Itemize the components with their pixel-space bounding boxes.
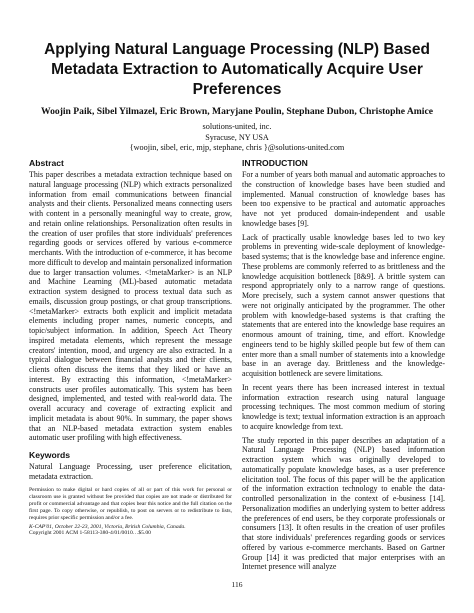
right-column xyxy=(242,158,445,576)
keywords-heading: Keywords xyxy=(29,450,71,460)
copyright-line: Copyright 2001 ACM 1-58113-380-4/01/0010…$5.00 xyxy=(29,530,151,537)
abstract-paragraph: This paper describes a metadata extraction technique based on natural language processing (NLP) which extracts personalized information from email communications between financial analysts and their clients. Personalized means connecting users with content in a personally meaningful way to create, grow, and retain online relationships. Personalization often results in the creation of user profiles that store individuals' preferences regarding goods or services offered by various e-commerce merchants. With the introduction of e-commerce, it has become more difficult to develop and maintain personalized information due to larger transaction volumes. <!metaMarker> is an NLP and Machine Learning (ML)-based automatic metadata extraction system designed to process textual data such as emails, discussion group postings, or chat group transcriptions. <!metaMarker> extracts both explicit and implicit metadata elements including proper names, numeric concepts, and topic/subject information. In addition, Speech Act Theory inspired metadata elements, which represent the message creators' intention, mood, and urgency are also extracted. In a typical dialogue between financial analysts and their clients, clients often discuss the items that they liked or have an interest. By extracting this information, <!metaMarker> constructs user profiles automatically. This system has been designed, implemented, and tested with real-world data. The overall accuracy and coverage of extracting explicit and implicit metadata is about 90%. In summary, the paper shows that an NLP-based metadata extraction system enables automatic user profiling with high effectiveness. xyxy=(29,170,232,443)
intro-paragraph: For a number of years both manual and automatic approaches to the construction of knowledge bases have been studied and implemented. Manual construction of knowledge bases has been too expensive to be practical and automatic approaches have not yet produced domain-independent and usable knowledge bases [9]. xyxy=(242,170,445,228)
affiliation-emails: {woojin, sibel, eric, mjp, stephane, chris }@solutions-united.com xyxy=(129,143,345,152)
intro-paragraph: In recent years there has been increased interest in textual information extraction research using natural language processing techniques. The most common medium of storing knowledge is text; textual information extraction is an approach to acquire knowledge from text. xyxy=(242,382,445,431)
affiliation-city: Syracuse, NY USA xyxy=(205,132,269,142)
intro-paragraph: Lack of practically usable knowledge bases led to two key problems in preventing wide-scale deployment of knowledge-based systems; that is the knowledge base and inference engine. These problems are commonly referred to as brittleness and the knowledge acquisition bottleneck [8&9]. A brittle system can respond appropriately only to a narrow range of questions. More precisely, such a system cannot answer questions that were not originally anticipated by the programmer. The other problem with knowledge-based systems is that crafting the statements that are entered into the knowledge base requires an enormous amount of training, time, and effort. Knowledge engineers tend to be highly skilled people but few of them can enter more than a small number of statements into a knowledge base in an average day. Brittleness and the knowledge-acquisition bottleneck are severe limitations. xyxy=(242,232,445,378)
title-line: Preferences xyxy=(192,81,282,98)
abstract-heading: Abstract xyxy=(29,158,64,168)
intro-paragraph: The study reported in this paper describes an adaptation of a Natural Language Processing (NLP) based information extraction system which was originally developed to automatically populate knowledge bases, as a user preference elicitation tool. The focus of this paper will be the application of the information extraction technology to enable the data-controlled personalization in the context of e-business [14]. Personalization modifies an underlying system to better address the preferences of end users, be they corporate professionals or consumers [13]. It often results in the creation of user profiles that store individuals' preferences regarding goods or services offered by various e-commerce merchants. Based on Gartner Group [14] it was predicted that major enterprises with an Internet presence will analyze xyxy=(242,435,445,572)
left-column xyxy=(29,158,232,486)
affiliation-block xyxy=(20,122,454,154)
paper-title xyxy=(20,40,454,100)
title-line: Applying Natural Language Processing (NLP) Based xyxy=(44,41,430,58)
author-list: Woojin Paik, Sibel Yilmazel, Eric Brown, Maryjane Poulin, Stephane Dubon, Christophe Amice xyxy=(41,106,433,117)
introduction-heading: INTRODUCTION xyxy=(242,158,308,168)
page-number: 116 xyxy=(231,580,243,589)
permission-notice xyxy=(29,487,232,537)
permission-text: Permission to make digital or hard copies of all or part of this work for personal or classroom use is granted without fee provided that copies are not made or distributed for profit or commercial advantage and that copies bear this notice and the full citation on the first page. To copy otherwise, or republish, to post on servers or to redistribute to lists, requires prior specific permission and/or a fee. xyxy=(29,487,232,521)
title-line: Metadata Extraction to Automatically Acquire User xyxy=(51,61,423,78)
affiliation-org: solutions-united, inc. xyxy=(202,122,272,131)
keywords-text: Natural Language Processing, user preference elicitation, metadata extraction. xyxy=(29,462,232,481)
conference-info: K-CAP'01, October 22-23, 2001, Victoria, British Columbia, Canada. xyxy=(29,523,186,530)
